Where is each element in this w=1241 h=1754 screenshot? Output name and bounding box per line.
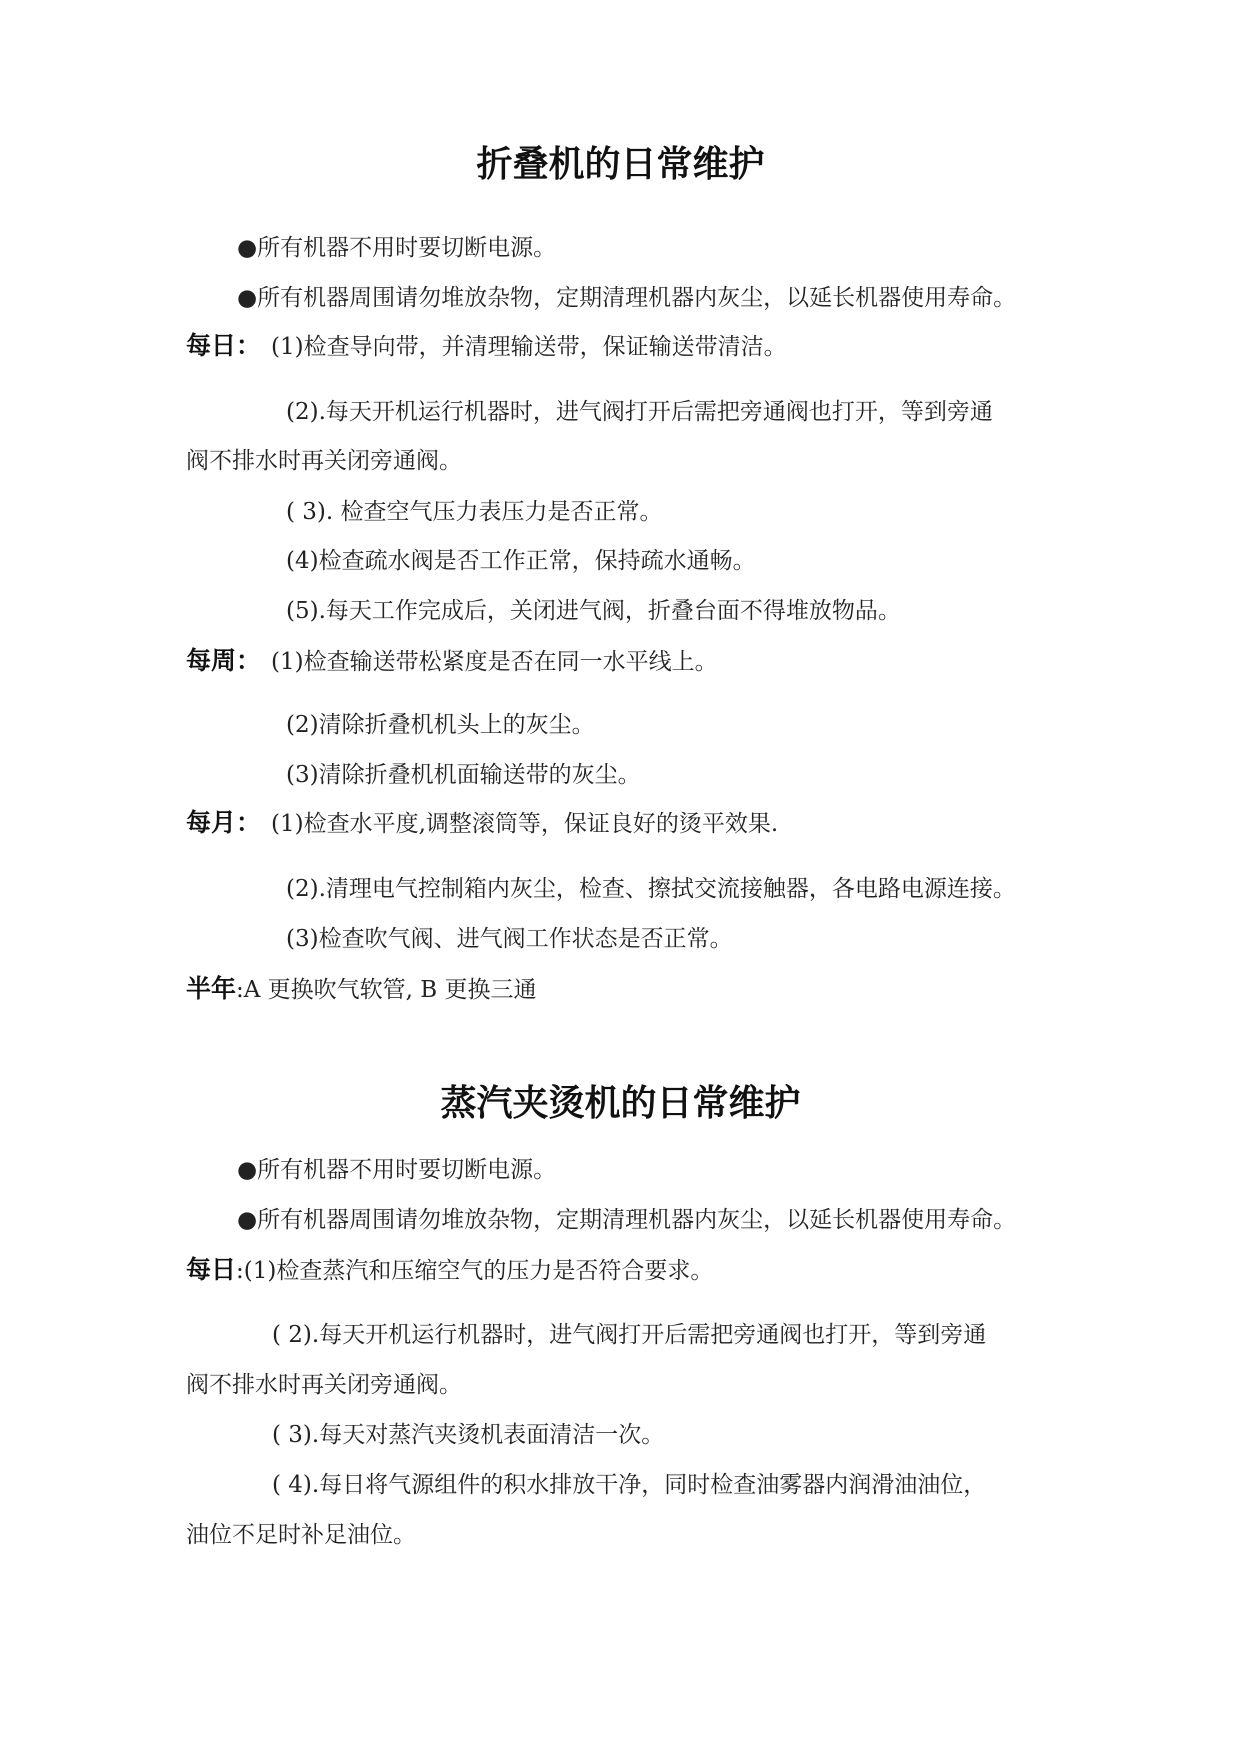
- section1-daily-item-2: (2).每天开机运行机器时，进气阀打开后需把旁通阀也打开，等到旁通: [286, 399, 993, 425]
- section1-weekly-row-1: [186, 646, 718, 677]
- section2-daily-item-2: ( 2).每天开机运行机器时，进气阀打开后需把旁通阀也打开，等到旁通: [272, 1322, 987, 1348]
- section1-halfyear-row: [186, 974, 537, 1005]
- section1-daily-item-5: (5).每天工作完成后，关闭进气阀，折叠台面不得堆放物品。: [286, 598, 901, 624]
- section2-daily-item-3: ( 3).每天对蒸汽夹烫机表面清洁一次。: [272, 1422, 665, 1448]
- section1-monthly-item-1: (1)检查水平度,调整滚筒等，保证良好的烫平效果.: [271, 811, 779, 837]
- section1-weekly-item-1: (1)检查输送带松紧度是否在同一水平线上。: [271, 649, 718, 675]
- section1-weekly-item-2: (2)清除折叠机机头上的灰尘。: [286, 712, 595, 738]
- section1-daily-item-1: (1)检查导向带，并清理输送带，保证输送带清洁。: [271, 334, 787, 360]
- section1-title: 折叠机的日常维护: [476, 143, 765, 185]
- section1-weekly-item-3: (3)清除折叠机机面输送带的灰尘。: [286, 762, 641, 788]
- section2-title: 蒸汽夹烫机的日常维护: [440, 1082, 801, 1124]
- section1-monthly-label: 每月：: [186, 808, 262, 837]
- section2-daily-item-4: ( 4).每日将气源组件的积水排放干净，同时检查油雾器内润滑油油位，: [272, 1472, 987, 1498]
- section1-daily-item-2-cont: 阀不排水时再关闭旁通阀。: [186, 448, 462, 474]
- section1-monthly-item-3: (3)检查吹气阀、进气阀工作状态是否正常。: [286, 926, 733, 952]
- section1-weekly-label: 每周：: [186, 646, 262, 675]
- section1-daily-item-3: ( 3). 检查空气压力表压力是否正常。: [286, 499, 663, 525]
- section1-halfyear-label: 半年: [186, 974, 237, 1003]
- section1-halfyear-items: :A 更换吹气软管, B 更换三通: [236, 977, 537, 1003]
- section2-daily-label: 每日: [186, 1255, 237, 1284]
- section2-daily-item-2-cont: 阀不排水时再关闭旁通阀。: [186, 1372, 462, 1398]
- section1-daily-row-1: [186, 331, 787, 362]
- section2-daily-item-1: :(1)检查蒸汽和压缩空气的压力是否符合要求。: [236, 1258, 714, 1284]
- section1-monthly-row-1: [186, 808, 778, 839]
- section1-monthly-item-2: (2).清理电气控制箱内灰尘，检查、擦拭交流接触器，各电路电源连接。: [286, 876, 1016, 902]
- section1-daily-item-4: (4)检查疏水阀是否工作正常，保持疏水通畅。: [286, 548, 756, 574]
- section1-bullet-2: ●所有机器周围请勿堆放杂物，定期清理机器内灰尘，以延长机器使用寿命。: [237, 285, 1017, 311]
- section2-daily-item-4-cont: 油位不足时补足油位。: [186, 1522, 416, 1548]
- section1-daily-label: 每日：: [186, 331, 262, 360]
- section2-daily-row-1: [186, 1255, 713, 1286]
- section2-bullet-1: ●所有机器不用时要切断电源。: [237, 1157, 557, 1183]
- section2-bullet-2: ●所有机器周围请勿堆放杂物，定期清理机器内灰尘，以延长机器使用寿命。: [237, 1207, 1017, 1233]
- section1-bullet-1: ●所有机器不用时要切断电源。: [237, 235, 557, 261]
